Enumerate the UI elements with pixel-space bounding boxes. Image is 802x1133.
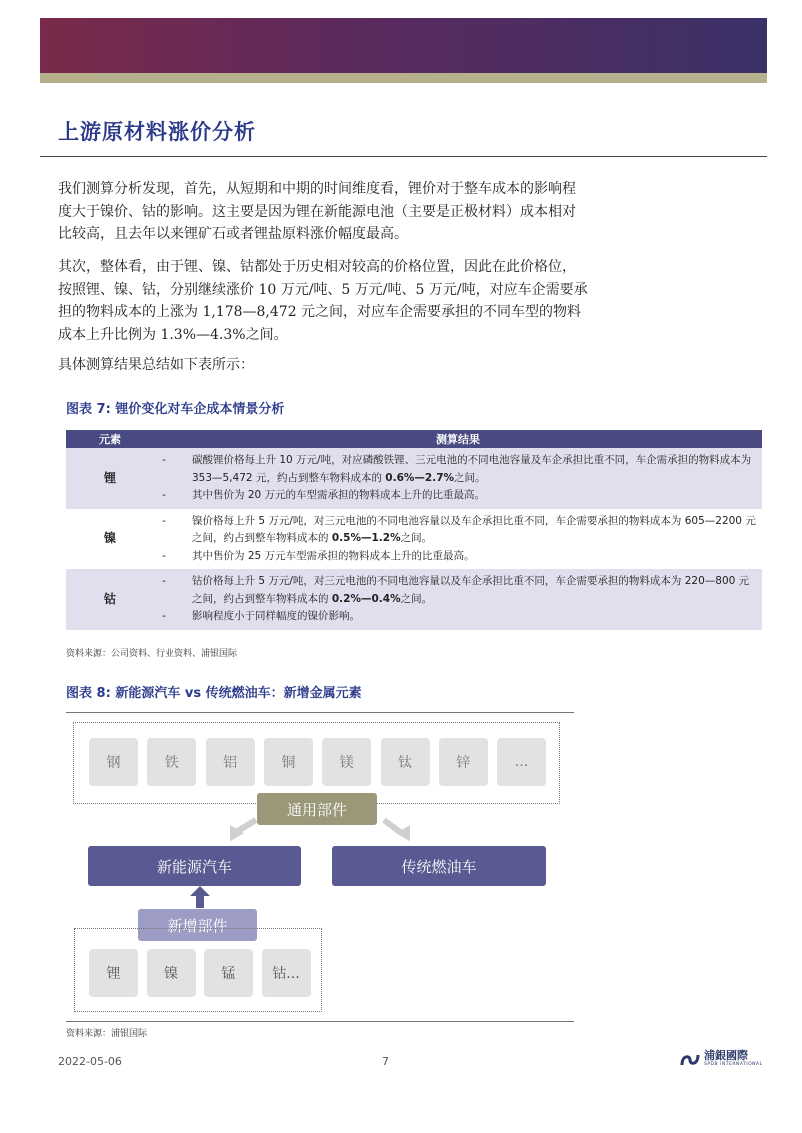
- result-text: [192, 573, 762, 608]
- result-text: [192, 608, 762, 626]
- up-arrow-icon: [188, 884, 212, 910]
- result-text-highlight: 0.6%—2.7%: [385, 471, 455, 484]
- result-text: [192, 513, 762, 548]
- element-cell: 镍: [103, 531, 116, 545]
- result-text-pre: 其中售价为 25 万元车型需承担的物料成本上升的比重最高。: [192, 549, 475, 562]
- result-text-pre: 钴价格每上升 5 万元/吨，对三元电池的不同电池容量以及车企承担比重不同，车企需要承担的物料成本为 220—800 元之间，约占到整车物料成本的: [192, 575, 750, 605]
- figure8-caption: 新能源汽车 vs 传统燃油车：新增金属元素: [115, 686, 362, 701]
- result-cell: [154, 569, 762, 630]
- new-metal-tile: 锰: [204, 949, 253, 997]
- result-item: [154, 452, 762, 487]
- figure8-bottom-rule: [66, 1021, 574, 1022]
- title-divider: [40, 156, 767, 157]
- result-text-pre: 影响程度小于同样幅度的镍价影响。: [192, 610, 360, 622]
- figure8-source: 资料来源：浦银国际: [66, 1029, 148, 1039]
- ice-box: 传统燃油车: [332, 846, 546, 886]
- header-result: 测算结果: [436, 433, 480, 446]
- figure7-label: 图表 7:: [66, 402, 111, 417]
- element-cell: 钴: [103, 591, 116, 606]
- common-metal-tile: 铁: [147, 738, 196, 786]
- table-row: [66, 448, 762, 509]
- result-item: [154, 487, 762, 505]
- new-parts-box: 新增部件: [138, 909, 257, 941]
- result-text-highlight: 0.2%—0.4%: [331, 592, 401, 605]
- nev-box: 新能源汽车: [88, 846, 301, 886]
- common-metal-tile: 钛: [381, 738, 430, 786]
- paragraph-3: 具体测算结果总结如下表所示：: [58, 357, 254, 373]
- result-text-post: 之间。: [454, 471, 486, 484]
- common-parts-box: 通用部件: [257, 793, 377, 825]
- figure7-source: 资料来源：公司资料、行业资料、浦银国际: [66, 649, 238, 659]
- common-metal-tile: ...: [497, 738, 546, 786]
- list-dash: -: [162, 489, 166, 501]
- footer-date: 2022-05-06: [58, 1055, 122, 1068]
- list-dash: -: [162, 514, 166, 527]
- result-text-post: 之间。: [400, 592, 433, 605]
- figure7-title: [66, 398, 284, 417]
- result-item: [154, 608, 762, 626]
- figure8-label: 图表 8:: [66, 686, 111, 701]
- figure8-title: [66, 682, 362, 701]
- common-metal-tile: 铜: [264, 738, 313, 786]
- result-text: [192, 548, 762, 566]
- logo-subtitle: SPDB INTERNATIONAL: [704, 1062, 763, 1067]
- common-metal-tile: 镁: [322, 738, 371, 786]
- company-logo: [680, 1050, 763, 1067]
- list-dash: -: [162, 575, 166, 587]
- table-header: [66, 430, 762, 448]
- split-arrows: [220, 810, 420, 850]
- common-metal-tile: 钢: [89, 738, 138, 786]
- result-text-post: 之间。: [400, 532, 433, 544]
- page-title: 上游原材料涨价分析: [58, 120, 256, 144]
- result-text: [192, 452, 762, 487]
- result-text-pre: 其中售价为 20 万元的车型需承担的物料成本上升的比重最高。: [192, 489, 486, 501]
- common-metal-tile: 锌: [439, 738, 488, 786]
- cost-table: [66, 430, 762, 630]
- result-cell: [154, 448, 762, 509]
- result-item: [154, 548, 762, 566]
- result-item: [154, 513, 762, 548]
- page-number: 7: [382, 1055, 389, 1068]
- header-strip: [40, 73, 767, 83]
- list-dash: -: [162, 549, 166, 562]
- figure7-caption: 锂价变化对车企成本情景分析: [115, 402, 285, 417]
- result-text: [192, 487, 762, 505]
- result-text-highlight: 0.5%—1.2%: [331, 532, 401, 544]
- header-element: 元素: [99, 433, 121, 446]
- list-dash: -: [162, 454, 166, 466]
- result-text-pre: 碳酸锂价格每上升 10 万元/吨，对应磷酸铁锂、三元电池的不同电池容量及车企承担比重不同，车企需承担的物料成本为 353—5,472 元，约占到整车物料成本的: [192, 454, 752, 484]
- table-row: [66, 569, 762, 630]
- result-text-pre: 镍价格每上升 5 万元/吨，对三元电池的不同电池容量以及车企承担比重不同，车企需要承担的物料成本为 605—2200 元之间，约占到整车物料成本的: [192, 514, 756, 544]
- header-banner: [40, 18, 767, 73]
- element-cell: 锂: [103, 470, 116, 485]
- logo-name: 浦銀國際: [704, 1049, 748, 1062]
- logo-icon: [680, 1051, 700, 1067]
- paragraph-1: 我们测算分析发现，首先，从短期和中期的时间维度看，锂价对于整车成本的影响程度大于镍价、钴的影响。这主要是因为锂在新能源电池（主要是正极材料）成本相对比较高，且去年以来锂矿石或者锂盐原料涨价幅度最高。: [58, 181, 576, 242]
- new-metal-tile: 镍: [147, 949, 196, 997]
- list-dash: -: [162, 610, 166, 622]
- result-cell: [154, 509, 762, 570]
- new-metal-tile: 钴...: [262, 949, 311, 997]
- paragraph-2: 其次，整体看，由于锂、镍、钴都处于历史相对较高的价格位置，因此在此价格位，按照锂、镍、钴，分别继续涨价 10 万元/吨、5 万元/吨、5 万元/吨，对应车企需要承担的物料成本的上涨为 1,178—8,472 元之间，对应车企需要承担的不同车型的物料成本上升比例为 1.3%—4.3%之间。: [58, 259, 588, 343]
- figure8-top-rule: [66, 712, 574, 713]
- common-metal-tile: 铝: [206, 738, 255, 786]
- new-metal-tile: 锂: [89, 949, 138, 997]
- table-row: [66, 509, 762, 570]
- result-item: [154, 573, 762, 608]
